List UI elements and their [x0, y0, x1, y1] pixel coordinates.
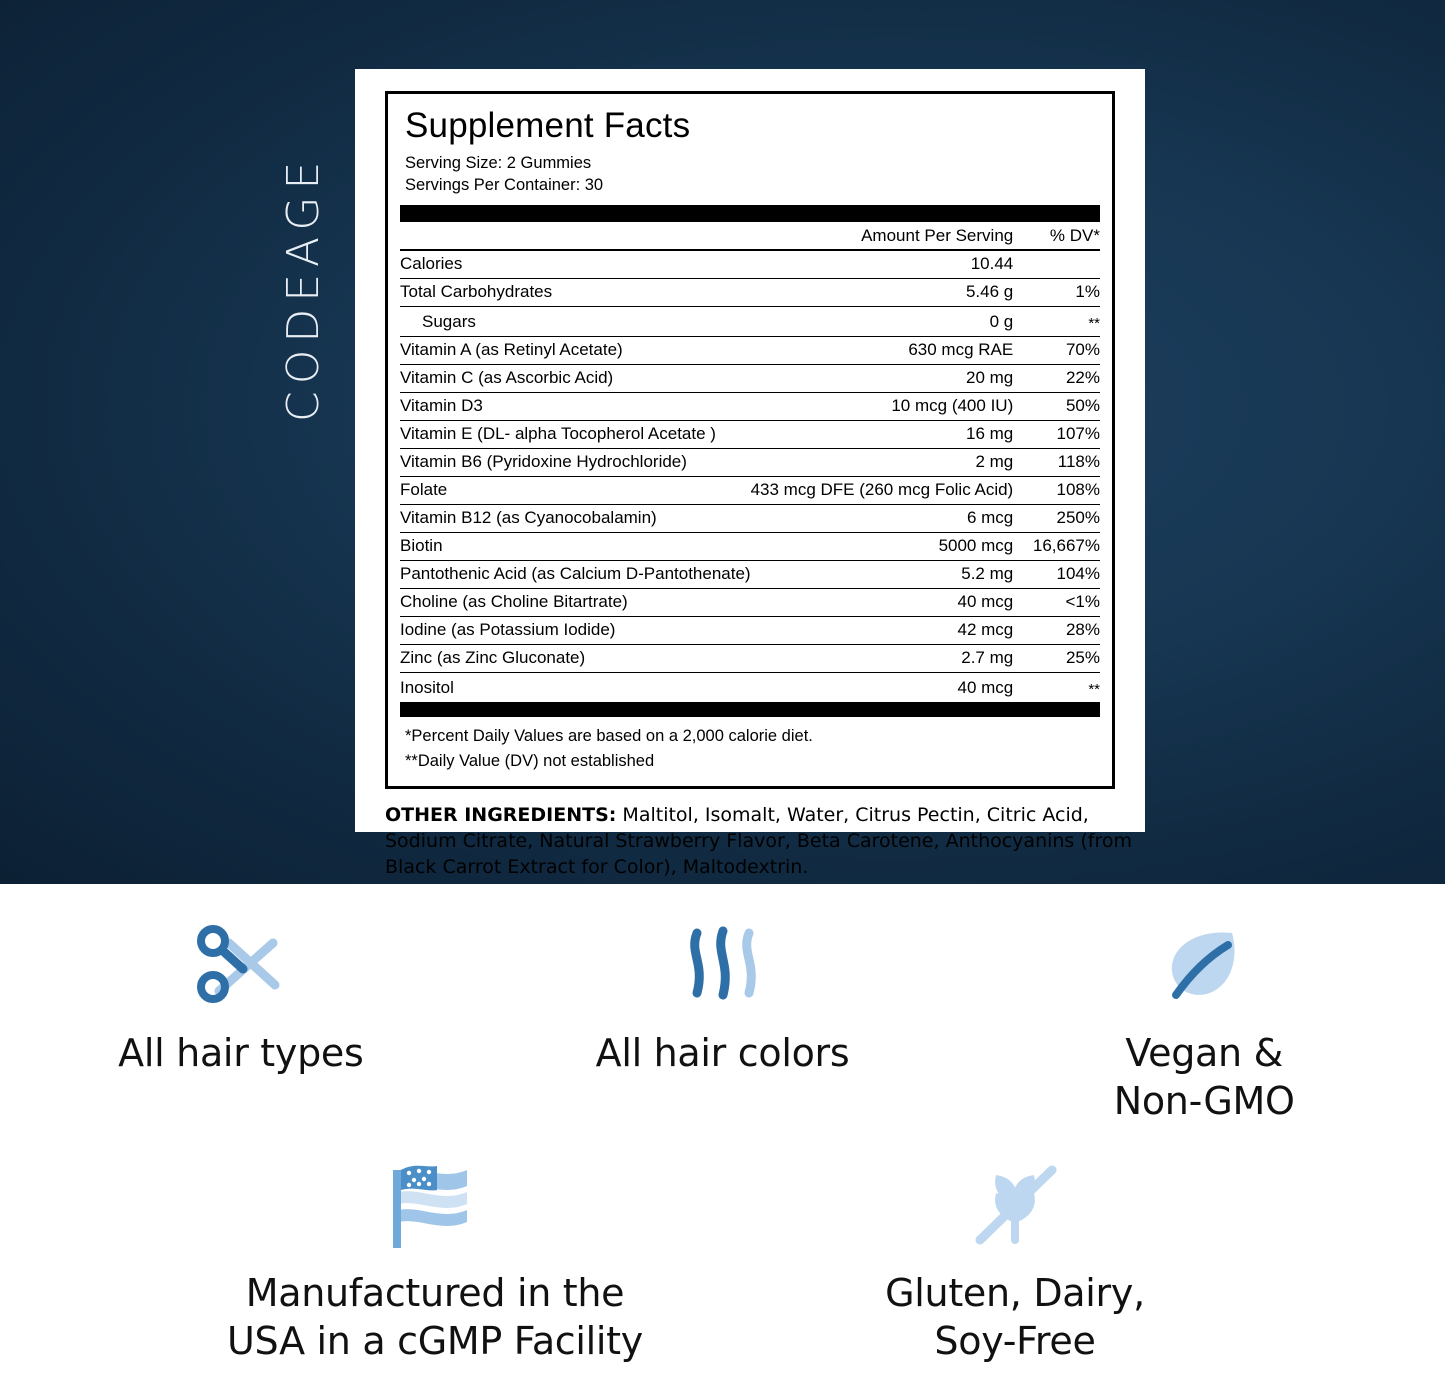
nutrient-name: Vitamin B12 (as Cyanocobalamin) [400, 504, 751, 532]
feature-row-bottom [145, 1156, 1305, 1365]
nutrient-amount: 5.46 g [751, 278, 1014, 306]
nutrient-dv: 28% [1013, 616, 1100, 644]
table-row [400, 336, 1100, 364]
nutrient-name: Total Carbohydrates [400, 278, 751, 306]
table-header-row [400, 222, 1100, 250]
divider-thick-top [400, 205, 1100, 222]
table-row [400, 278, 1100, 306]
leaf-icon [1154, 916, 1254, 1012]
nutrient-name: Sugars [400, 306, 751, 336]
feature-label: Vegan & Non-GMO [1113, 1031, 1295, 1123]
nutrient-dv: 70% [1013, 336, 1100, 364]
nutrient-amount: 630 mcg RAE [751, 336, 1014, 364]
table-row [400, 504, 1100, 532]
nutrient-dv: 108% [1013, 476, 1100, 504]
nutrient-dv: ** [1013, 306, 1100, 336]
nutrient-amount: 5000 mcg [751, 532, 1014, 560]
nutrient-dv: <1% [1013, 588, 1100, 616]
features-panel [0, 884, 1445, 1397]
nutrient-amount: 2.7 mg [751, 644, 1014, 672]
nutrient-dv: 25% [1013, 644, 1100, 672]
feature-row-top [0, 916, 1445, 1125]
column-header-dv: % DV* [1013, 222, 1100, 250]
nutrient-dv: ** [1088, 680, 1100, 698]
nutrient-amount: 20 mg [751, 364, 1014, 392]
nutrient-name: Inositol [400, 677, 454, 697]
divider-thick-bottom [400, 702, 1100, 717]
nutrient-name: Vitamin B6 (Pyridoxine Hydrochloride) [400, 448, 751, 476]
nutrient-name: Vitamin C (as Ascorbic Acid) [400, 364, 751, 392]
nutrient-name: Biotin [400, 532, 751, 560]
table-row [400, 672, 1100, 702]
table-row [400, 644, 1100, 672]
nutrition-table [400, 222, 1100, 702]
hair-strands-icon [673, 916, 773, 1012]
supplement-facts-title: Supplement Facts [405, 106, 691, 145]
feature-label: Manufactured in the USA in a cGMP Facility [227, 1271, 643, 1363]
servings-per-container: Servings Per Container: 30 [405, 176, 604, 195]
feature-label: Gluten, Dairy, Soy-Free [885, 1271, 1145, 1363]
nutrient-dv [1013, 250, 1100, 279]
nutrient-name: Vitamin D3 [400, 392, 751, 420]
feature-label: All hair types [118, 1031, 364, 1075]
table-row [400, 420, 1100, 448]
table-row [400, 392, 1100, 420]
nutrient-name: Choline (as Choline Bitartrate) [400, 588, 751, 616]
serving-size: Serving Size: 2 Gummies [405, 154, 592, 172]
other-ingredients-label: OTHER INGREDIENTS: [385, 804, 617, 827]
nutrient-amount: 2 mg [751, 448, 1014, 476]
other-ingredients-text: Maltitol, Isomalt, Water, Citrus Pectin, Citric Acid, Sodium Citrate, Natural Strawberry Flavor, Beta Carotene, Anthocyanins (from Black Carrot Extract for Color), Maltodextrin. [385, 804, 1132, 879]
table-row [400, 616, 1100, 644]
table-row [400, 364, 1100, 392]
feature-all-hair-colors [482, 916, 964, 1125]
nutrient-dv: 50% [1013, 392, 1100, 420]
table-row [400, 588, 1100, 616]
nutrient-amount: 16 mg [751, 420, 1014, 448]
nutrient-dv: 22% [1013, 364, 1100, 392]
table-row [400, 560, 1100, 588]
column-header-blank [400, 222, 751, 250]
footnote-daily-values: *Percent Daily Values are based on a 2,000 calorie diet. [405, 726, 813, 745]
usa-flag-icon [375, 1156, 495, 1252]
nutrient-dv: 118% [1013, 448, 1100, 476]
nutrient-dv: 107% [1013, 420, 1100, 448]
nutrient-amount: 10 mcg (400 IU) [751, 392, 1014, 420]
feature-made-in-usa [145, 1156, 725, 1365]
nutrient-dv: 1% [1013, 278, 1100, 306]
nutrient-name: Zinc (as Zinc Gluconate) [400, 644, 751, 672]
nutrient-amount: 40 mcg [957, 677, 1014, 697]
nutrient-amount: 42 mcg [751, 616, 1014, 644]
feature-vegan-non-gmo [963, 916, 1445, 1125]
nutrient-name: Folate [400, 476, 751, 504]
nutrient-amount: 6 mcg [751, 504, 1014, 532]
nutrient-amount: 40 mcg [751, 588, 1014, 616]
supplement-facts-box [385, 91, 1115, 789]
table-row [400, 476, 1100, 504]
nutrient-amount: 10.44 [751, 250, 1014, 279]
nutrient-dv: 16,667% [1013, 532, 1100, 560]
table-row [400, 532, 1100, 560]
nutrient-name: Vitamin A (as Retinyl Acetate) [400, 336, 751, 364]
column-header-amount: Amount Per Serving [751, 222, 1014, 250]
nutrient-name: Iodine (as Potassium Iodide) [400, 616, 751, 644]
nutrient-name: Calories [400, 250, 751, 279]
no-wheat-icon [960, 1156, 1070, 1252]
nutrient-dv: 250% [1013, 504, 1100, 532]
brand-wordmark: CODEAGE [278, 154, 329, 422]
feature-label: All hair colors [595, 1031, 850, 1075]
nutrient-amount: 433 mcg DFE (260 mcg Folic Acid) [751, 476, 1014, 504]
table-row [400, 250, 1100, 279]
table-row [400, 448, 1100, 476]
supplement-facts-card [355, 69, 1145, 879]
other-ingredients [385, 803, 1150, 880]
nutrient-dv: 104% [1013, 560, 1100, 588]
feature-gluten-dairy-soy-free [725, 1156, 1305, 1365]
nutrient-amount: 5.2 mg [751, 560, 1014, 588]
nutrient-amount: 0 g [751, 306, 1014, 336]
feature-all-hair-types [0, 916, 482, 1125]
nutrient-name: Pantothenic Acid (as Calcium D-Pantothenate) [400, 560, 751, 588]
nutrient-name: Vitamin E (DL- alpha Tocopherol Acetate ) [400, 420, 751, 448]
footnote-dv-not-established: **Daily Value (DV) not established [405, 752, 655, 771]
scissors-icon [191, 916, 291, 1012]
table-row [400, 306, 1100, 336]
